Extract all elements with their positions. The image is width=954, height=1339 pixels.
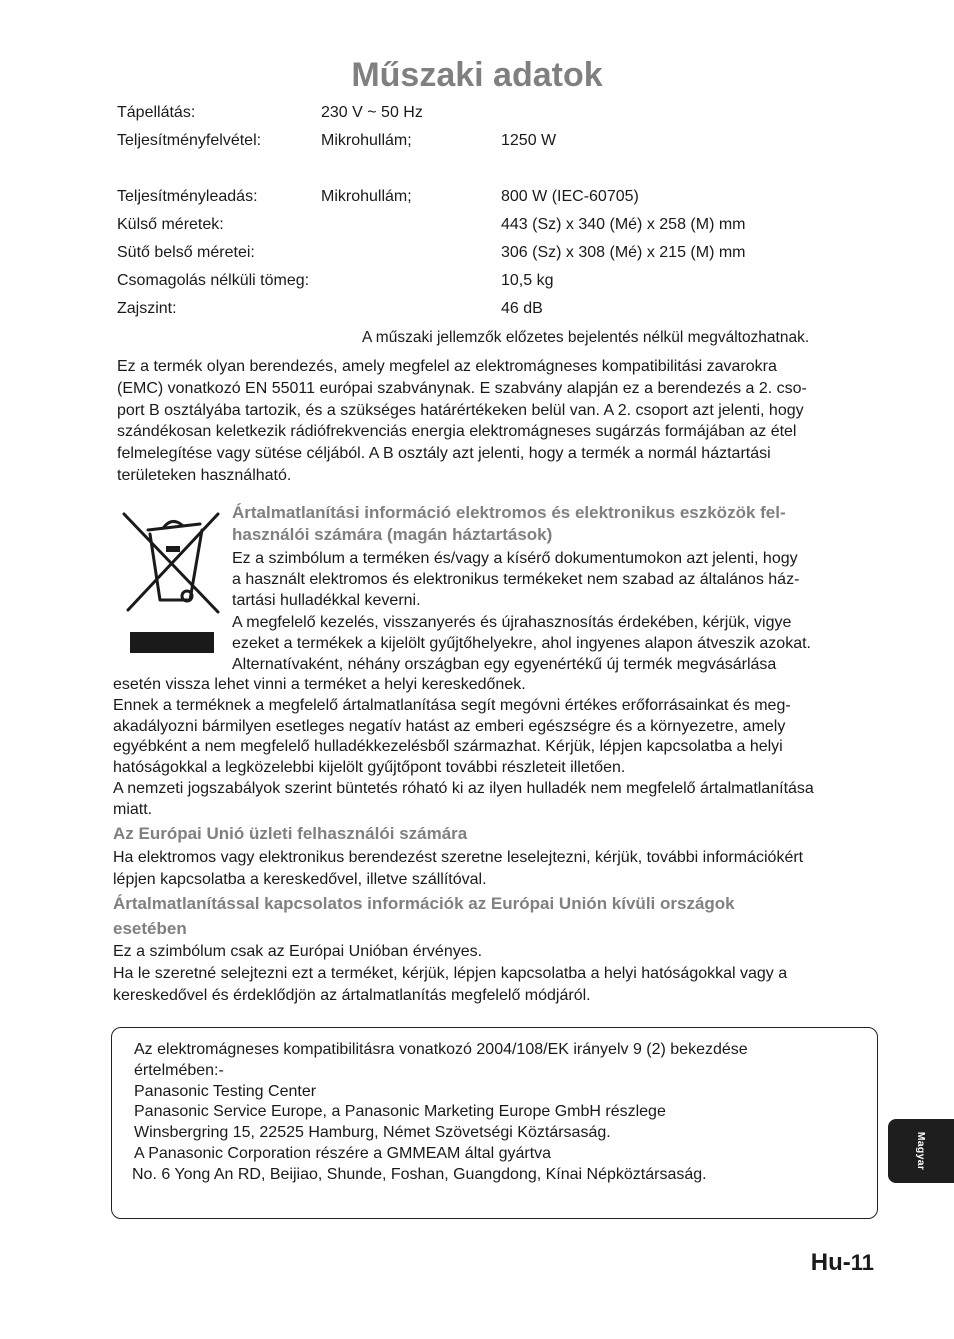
text-line: tartási hulladékkal keverni. <box>232 592 421 610</box>
spec-value: 800 W (IEC-60705) <box>501 188 639 205</box>
box-line: Panasonic Testing Center <box>134 1082 317 1100</box>
language-tab <box>888 1119 954 1183</box>
heading-line: Ártalmatlanítással kapcsolatos információk az Európai Unión kívüli országok <box>113 894 735 913</box>
text-line: Ha elektromos vagy elektronikus berendezést szeretne leselejtezni, kérjük, további információkért <box>113 849 804 866</box>
spec-value: 443 (Sz) x 340 (Mé) x 258 (M) mm <box>501 216 746 233</box>
text-line: (EMC) vonatkozó EN 55011 európai szabványnak. E szabvány alapján ez a berendezés a 2. cso- <box>117 379 807 397</box>
spec-note: A műszaki jellemzők előzetes bejelentés nélkül megváltozhatnak. <box>362 329 810 346</box>
text-line: Ha le szeretné selejtezni ezt a terméket, kérjük, lépjen kapcsolatba a helyi hatóságokkal vagy a <box>113 964 788 982</box>
outside-eu-text <box>113 941 787 1006</box>
text-line: Ez a termék olyan berendezés, amely megfelel az elektromágneses kompatibilitási zavarokra <box>117 358 777 375</box>
disposal-full-text <box>113 675 814 821</box>
spec-value: 1250 W <box>501 132 557 149</box>
outside-eu-heading <box>113 891 735 941</box>
emc-paragraph <box>117 356 807 487</box>
disposal-heading <box>232 502 786 546</box>
spec-value: 306 (Sz) x 308 (Mé) x 215 (M) mm <box>501 244 746 261</box>
text-line: hatóságokkal a legközelebbi kijelölt gyűjtőpont további részleteit illetően. <box>113 759 626 777</box>
text-line: A megfelelő kezelés, visszanyerés és újrahasznosítás érdekében, kérjük, vigye <box>232 613 792 631</box>
box-line: Panasonic Service Europe, a Panasonic Marketing Europe GmbH részlege <box>134 1103 666 1121</box>
text-line: ezeket a termékek a kijelölt gyűjtőhelyekre, ahol ingyenes alapon átveszik azokat. <box>232 634 811 652</box>
spec-value: 10,5 kg <box>501 272 554 289</box>
box-line: értelmében:- <box>134 1061 224 1079</box>
page-title: Műszaki adatok <box>351 56 603 94</box>
heading-line: használói számára (magán háztartások) <box>232 525 553 544</box>
text-line: szándékosan keletkezik rádiófrekvenciás energia elektromágneses sugárzás formájában az étel <box>117 423 797 441</box>
text-line: felmelegítése vagy sütése céljából. A B osztály azt jelenti, hogy a termék a normál háztartási <box>117 445 771 463</box>
spec-label: Külső méretek: <box>117 216 224 233</box>
crossed-out-wheeled-bin-icon <box>120 508 224 654</box>
spec-label: Tápellátás: <box>117 104 196 121</box>
eu-business-text <box>113 847 803 891</box>
box-line: Winsbergring 15, 22525 Hamburg, Német Szövetségi Köztársaság. <box>134 1124 611 1142</box>
box-line: Az elektromágneses kompatibilitásra vonatkozó 2004/108/EK irányelv 9 (2) bekezdése <box>134 1041 748 1058</box>
text-line: a használt elektromos és elektronikus termékeket nem szabad az általános ház- <box>232 571 800 589</box>
text-line: Ez a szimbólum a terméken és/vagy a kísérő dokumentumokon azt jelenti, hogy <box>232 550 798 567</box>
language-tab-label: Magyar <box>915 1131 927 1171</box>
page-number-prefix: Hu- <box>810 1249 851 1276</box>
text-line: Ennek a terméknek a megfelelő ártalmatlanítása segít megóvni értékes erőforrásainkat és meg- <box>113 696 791 714</box>
text-line: esetén vissza lehet vinni a terméket a helyi kereskedőnek. <box>113 676 526 693</box>
text-line: Alternatívaként, néhány országban egy egyenértékű új termék megvásárlása <box>232 656 777 674</box>
spec-mid: Mikrohullám; <box>321 188 412 205</box>
spec-mid: 230 V ~ 50 Hz <box>321 104 423 121</box>
text-line: egyébként a nem megfelelő hulladékkezelésből származhat. Kérjük, lépjen kapcsolatba a helyi <box>113 738 783 756</box>
text-line: területeken használható. <box>117 466 292 484</box>
text-line: A nemzeti jogszabályok szerint büntetés róható ki az ilyen hulladék nem megfelelő ártalmatlanítása <box>113 779 814 797</box>
spec-label: Zajszint: <box>117 300 177 317</box>
text-line: Ez a szimbólum csak az Európai Unióban érvényes. <box>113 943 483 960</box>
text-line: port B osztályába tartozik, és a szükséges határértékeken belül van. A 2. csoport azt jelenti, hogy <box>117 401 804 419</box>
emc-directive-box <box>111 1027 878 1219</box>
spec-mid: Mikrohullám; <box>321 132 412 149</box>
text-line: akadályozni bármilyen esetleges negatív hatást az emberi egészségre és a környezetre, amely <box>113 717 786 735</box>
heading-line: Ártalmatlanítási információ elektromos és elektronikus eszközök fel- <box>232 503 786 522</box>
text-line: miatt. <box>113 800 153 818</box>
page-number-value: 11 <box>850 1250 874 1275</box>
spec-label: Teljesítményleadás: <box>117 188 258 205</box>
text-line: lépjen kapcsolatba a kereskedővel, illetve szállítóval. <box>113 870 487 888</box>
spec-label: Csomagolás nélküli tömeg: <box>117 272 310 289</box>
box-line: A Panasonic Corporation részére a GMMEAM által gyártva <box>134 1144 552 1162</box>
spec-label: Teljesítményfelvétel: <box>117 132 262 149</box>
spec-label: Sütő belső méretei: <box>117 244 255 261</box>
page-number <box>811 1249 874 1277</box>
eu-business-heading: Az Európai Unió üzleti felhasználói számára <box>113 824 468 843</box>
disposal-indented-text <box>232 548 811 675</box>
heading-line: esetében <box>113 919 187 938</box>
box-line: No. 6 Yong An RD, Beijiao, Shunde, Foshan, Guangdong, Kínai Népköztársaság. <box>132 1165 707 1183</box>
spec-value: 46 dB <box>501 300 543 317</box>
text-line: kereskedővel és érdeklődjön az ártalmatlanítás megfelelő módjáról. <box>113 986 591 1004</box>
